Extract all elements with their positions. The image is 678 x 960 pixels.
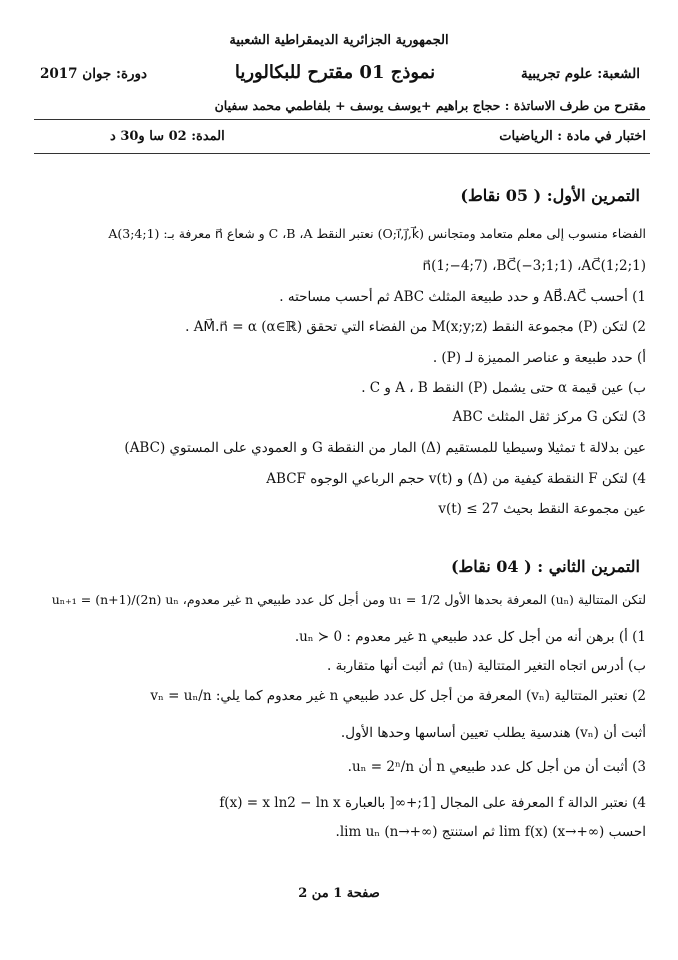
header-rule-bottom <box>34 153 650 154</box>
session-label: دورة: جوان 2017 <box>40 66 148 82</box>
exercise1-line: عين بدلالة t تمثيلا وسيطيا للمستقيم (Δ) المار من النقطة G و العمودي على المستوي (ABC) <box>124 440 646 456</box>
stream-label: الشعبة: علوم تجريبية <box>520 66 640 82</box>
page-number: صفحة 1 من 2 <box>298 886 380 901</box>
exercise2-line: 2) نعتبر المتتالية (vₙ) المعرفة من أجل كل عدد طبيعي n غير معدوم كما يلي: vₙ = uₙ/n <box>150 688 646 704</box>
exercise2-heading: التمرين الثاني : ( 04 نقاط) <box>450 557 640 576</box>
exercise1-line: n⃗(1;−4;7) ،BC⃗(−3;1;1) ،AC⃗(1;2;1) <box>422 258 646 274</box>
republic-header: الجمهورية الجزائرية الديمقراطية الشعبية <box>229 33 449 48</box>
subject-label: اختبار في مادة : الرياضيات <box>499 129 646 144</box>
exercise1-line: الفضاء منسوب إلى معلم متعامد ومتجانس (O;i⃗,j⃗,k⃗) نعتبر النقط C ،B ،A و شعاع n⃗ معرفة بـ: A(3;4;1) <box>108 226 646 241</box>
exercise1-heading: التمرين الأول: ( 05 نقاط) <box>460 186 640 205</box>
exercise2-line: لتكن المتتالية (uₙ) المعرفة بحدها الأول u₁ = 1/2 ومن أجل كل عدد طبيعي n غير معدوم، uₙ₊₁ = (n+1)/(2n) uₙ <box>51 592 646 607</box>
exercise2-line: أثبت أن (vₙ) هندسية يطلب تعيين أساسها وحدها الأول. <box>340 725 646 741</box>
header-rule-top <box>34 119 650 120</box>
exercise1-line: 4) لتكن F النقطة كيفية من (Δ) و v(t) حجم الرباعي الوجوه ABCF <box>266 471 646 487</box>
exercise1-line: أ) حدد طبيعة و عناصر المميزة لـ (P) . <box>432 350 646 366</box>
exercise2-line: احسب lim f(x) (x→+∞) ثم استنتج lim uₙ (n→+∞). <box>335 824 646 840</box>
authors-line: مقترح من طرف الاساتذة : حجاج براهيم +يوسف يوسف + بلفاطمي محمد سفيان <box>214 98 646 113</box>
exercise1-line: 2) لتكن (P) مجموعة النقط M(x;y;z) من الفضاء التي تحقق (α∈ℝ) AM⃗.n⃗ = α . <box>185 319 646 335</box>
exercise1-line: عين مجموعة النقط بحيث v(t) ≤ 27 <box>438 501 646 517</box>
exercise2-line: 3) أثبت أن من أجل كل عدد طبيعي n أن uₙ = 2ⁿ/n. <box>347 759 646 775</box>
exercise2-line: 4) نعتبر الدالة f المعرفة على المجال [1;+∞[ بالعبارة f(x) = x ln2 − ln x <box>219 795 646 811</box>
exercise2-line: 1) أ) برهن أنه من أجل كل عدد طبيعي n غير معدوم : uₙ ≻ 0. <box>294 629 646 645</box>
exercise1-line: 1) أحسب AB⃗.AC⃗ و حدد طبيعة المثلث ABC ثم أحسب مساحته . <box>279 289 646 305</box>
exercise1-line: ب) عين قيمة α حتى يشمل (P) النقط A ، B و C . <box>361 380 646 396</box>
exercise2-line: ب) أدرس اتجاه التغير المتتالية (uₙ) ثم أثبت أنها متقاربة . <box>327 658 646 674</box>
duration-label: المدة: 02 سا و30 د <box>110 129 225 144</box>
exercise1-line: 3) لتكن G مركز ثقل المثلث ABC <box>452 409 646 425</box>
exam-title: نموذج 01 مقترح للبكالوريا <box>234 62 436 83</box>
